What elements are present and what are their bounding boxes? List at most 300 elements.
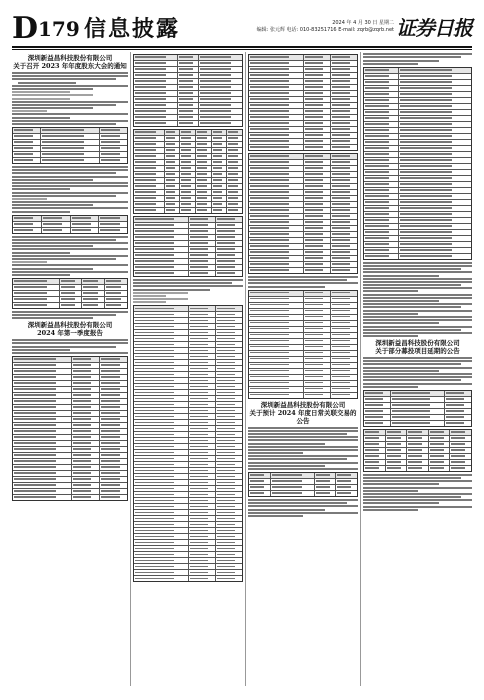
table-cell: [364, 415, 390, 420]
table-cell: [70, 222, 99, 227]
table-cell: [99, 471, 127, 476]
table-cell: [330, 172, 357, 177]
table-cell: [330, 73, 357, 78]
notice-header: [12, 54, 128, 70]
table-cell: [134, 247, 188, 252]
text-line: [133, 289, 210, 291]
table-row: [249, 213, 357, 219]
text-line: [12, 176, 128, 178]
table-cell: [134, 438, 188, 443]
table-row: [134, 114, 242, 120]
table-row: [364, 103, 471, 109]
table-cell: [398, 80, 471, 85]
text-line: [363, 322, 439, 324]
table-cell: [188, 474, 215, 479]
table-cell: [179, 154, 195, 159]
table-cell: [249, 196, 303, 201]
table-cell: [188, 390, 215, 395]
table-cell: [364, 442, 385, 447]
table-cell: [428, 454, 450, 459]
table-cell: [398, 116, 471, 121]
table-cell: [215, 456, 242, 461]
table-cell: [211, 190, 227, 195]
table-cell: [398, 122, 471, 127]
text-line: [12, 188, 70, 190]
text-line: [12, 242, 128, 244]
table-cell: [364, 224, 398, 229]
table-cell: [134, 271, 188, 276]
table-cell: [398, 134, 471, 139]
table-cell: [398, 68, 471, 73]
table-cell: [188, 318, 215, 323]
notice-body: [248, 499, 358, 517]
table-cell: [385, 436, 407, 441]
text-line: [363, 383, 472, 385]
table-row: [249, 243, 357, 249]
table-cell: [134, 109, 177, 114]
table-cell: [330, 345, 357, 350]
table-cell: [13, 140, 40, 145]
table-row: [249, 392, 357, 398]
notice-header: [363, 339, 472, 355]
table-cell: [330, 79, 357, 84]
table-cell: [188, 414, 215, 419]
table-row: [134, 264, 242, 270]
table-row: [134, 533, 242, 539]
table-cell: [249, 309, 303, 314]
table-cell: [303, 91, 330, 96]
table-cell: [188, 576, 215, 581]
table-cell: [71, 465, 99, 470]
table-row: [134, 329, 242, 335]
table-cell: [134, 348, 188, 353]
table-cell: [13, 495, 71, 500]
notice-company: 深圳新益昌科技股份有限公司: [27, 321, 113, 330]
table-cell: [211, 184, 227, 189]
text-line: [363, 290, 418, 292]
table-cell: [41, 222, 70, 227]
text-line: [248, 430, 358, 432]
table-cell: [215, 414, 242, 419]
table-row: [364, 157, 471, 163]
table-cell: [13, 228, 41, 233]
table-cell: [249, 345, 303, 350]
text-line: [363, 379, 461, 381]
text-line: [248, 462, 358, 464]
table-cell: [330, 184, 357, 189]
table-cell: [188, 480, 215, 485]
masthead-rule-thin: [12, 49, 472, 50]
text-line: [363, 386, 418, 388]
table-cell: [398, 74, 471, 79]
table-cell: [249, 109, 303, 114]
table-cell: [198, 55, 242, 60]
table-cell: [444, 421, 471, 426]
table-cell: [134, 330, 188, 335]
table-cell: [215, 420, 242, 425]
table-row: [249, 195, 357, 201]
table-cell: [134, 420, 188, 425]
table-cell: [364, 206, 398, 211]
table-cell: [188, 564, 215, 569]
table-row: [13, 290, 127, 296]
text-line: [363, 310, 472, 312]
table-cell: [179, 166, 195, 171]
table-cell: [13, 459, 71, 464]
table-row: [13, 488, 127, 494]
table-cell: [164, 142, 180, 147]
table-cell: [330, 85, 357, 90]
table-cell: [188, 336, 215, 341]
table-cell: [249, 369, 303, 374]
table-cell: [249, 226, 303, 231]
table-row: [13, 380, 127, 386]
table-cell: [249, 133, 303, 138]
text-line: [248, 499, 358, 501]
table-row: [134, 401, 242, 407]
table-cell: [330, 160, 357, 165]
text-line: [363, 278, 472, 280]
table-cell: [303, 55, 330, 60]
table-cell: [99, 152, 127, 157]
column-2: [133, 52, 243, 686]
text-line: [363, 60, 439, 62]
table-cell: [330, 61, 357, 66]
table-row: [134, 371, 242, 377]
table-cell: [134, 265, 188, 270]
table-cell: [70, 216, 99, 221]
table-row: [249, 114, 357, 120]
table-row: [134, 270, 242, 276]
table-row: [134, 557, 242, 563]
table-cell: [99, 363, 127, 368]
table-cell: [195, 160, 211, 165]
text-line: [363, 360, 472, 362]
table-row: [364, 420, 471, 426]
table-cell: [164, 148, 180, 153]
table-row: [134, 90, 242, 96]
table-cell: [177, 79, 199, 84]
text-line: [363, 268, 461, 270]
table-cell: [330, 220, 357, 225]
table-row: [13, 410, 127, 416]
table-cell: [303, 139, 330, 144]
table-cell: [59, 297, 82, 302]
table-cell: [40, 134, 99, 139]
table-cell: [303, 339, 330, 344]
table-cell: [177, 97, 199, 102]
notice-body: [363, 474, 472, 511]
table-cell: [390, 397, 445, 402]
table-cell: [188, 498, 215, 503]
table-cell: [99, 495, 127, 500]
table-cell: [330, 139, 357, 144]
table-cell: [134, 85, 177, 90]
column-divider: [245, 52, 246, 686]
data-table: [12, 356, 128, 501]
table-row: [13, 357, 127, 362]
table-cell: [364, 128, 398, 133]
data-table: [248, 290, 358, 399]
table-cell: [303, 369, 330, 374]
table-cell: [398, 206, 471, 211]
text-line: [363, 306, 461, 308]
text-line: [363, 502, 439, 504]
table-row: [249, 189, 357, 195]
table-cell: [249, 91, 303, 96]
table-cell: [188, 247, 215, 252]
table-cell: [330, 369, 357, 374]
table-cell: [198, 79, 242, 84]
table-cell: [195, 136, 211, 141]
table-cell: [13, 441, 71, 446]
table-cell: [303, 202, 330, 207]
table-cell: [226, 154, 242, 159]
text-line: [363, 499, 472, 501]
text-line: [363, 313, 418, 315]
table-row: [364, 414, 471, 420]
table-row: [134, 383, 242, 389]
text-line: [363, 357, 472, 359]
table-cell: [303, 97, 330, 102]
table-cell: [40, 158, 99, 163]
table-row: [134, 306, 242, 311]
table-cell: [99, 387, 127, 392]
table-cell: [364, 194, 398, 199]
table-row: [364, 430, 471, 435]
notice-title: 关于召开 2023 年年度股东大会的通知: [13, 62, 127, 70]
table-cell: [428, 448, 450, 453]
table-cell: [195, 130, 211, 135]
table-cell: [215, 253, 242, 258]
table-cell: [71, 417, 99, 422]
table-cell: [364, 86, 398, 91]
table-cell: [330, 268, 357, 273]
table-row: [249, 350, 357, 356]
table-cell: [303, 321, 330, 326]
table-row: [13, 476, 127, 482]
table-row: [13, 416, 127, 422]
notice-body: [363, 53, 472, 65]
table-cell: [179, 172, 195, 177]
text-line: [248, 446, 358, 448]
table-cell: [188, 432, 215, 437]
table-row: [249, 102, 357, 108]
table-cell: [249, 166, 303, 171]
text-line: [12, 201, 128, 203]
table-cell: [195, 166, 211, 171]
table-cell: [188, 378, 215, 383]
table-cell: [179, 136, 195, 141]
table-cell: [13, 152, 40, 157]
table-cell: [134, 223, 188, 228]
table-cell: [303, 133, 330, 138]
table-cell: [303, 393, 330, 398]
notice-body: [12, 166, 128, 213]
table-cell: [303, 121, 330, 126]
table-cell: [385, 430, 407, 435]
text-line: [248, 465, 325, 467]
table-cell: [303, 85, 330, 90]
table-cell: [364, 110, 398, 115]
table-row: [249, 356, 357, 362]
table-cell: [134, 402, 188, 407]
table-cell: [164, 196, 180, 201]
table-cell: [71, 447, 99, 452]
text-line: [248, 286, 325, 288]
table-cell: [330, 351, 357, 356]
text-line: [248, 436, 358, 438]
text-line: [248, 458, 347, 460]
table-cell: [449, 430, 471, 435]
table-row: [134, 217, 242, 222]
table-cell: [390, 421, 445, 426]
table-cell: [134, 55, 177, 60]
table-row: [249, 55, 357, 60]
table-cell: [71, 429, 99, 434]
table-row: [249, 484, 357, 490]
table-cell: [13, 279, 59, 284]
table-cell: [330, 232, 357, 237]
text-line: [363, 281, 472, 283]
table-cell: [134, 450, 188, 455]
table-cell: [249, 363, 303, 368]
table-cell: [13, 417, 71, 422]
table-cell: [134, 202, 164, 207]
table-cell: [198, 97, 242, 102]
table-row: [134, 509, 242, 515]
table-cell: [364, 218, 398, 223]
text-line: [248, 512, 358, 514]
table-cell: [215, 271, 242, 276]
table-cell: [364, 74, 398, 79]
table-row: [13, 374, 127, 380]
table-cell: [188, 259, 215, 264]
table-cell: [13, 146, 40, 151]
table-cell: [303, 103, 330, 108]
table-row: [134, 323, 242, 329]
table-row: [13, 157, 127, 163]
table-cell: [449, 466, 471, 471]
table-row: [13, 227, 127, 233]
table-cell: [215, 438, 242, 443]
table-cell: [449, 454, 471, 459]
issue-date: 2024 年 4 月 30 日 星期二: [332, 20, 394, 26]
table-row: [134, 359, 242, 365]
table-cell: [134, 61, 177, 66]
table-cell: [249, 85, 303, 90]
table-cell: [444, 409, 471, 414]
table-cell: [134, 196, 164, 201]
newspaper-logo: 证券日报: [396, 16, 472, 40]
table-cell: [428, 436, 450, 441]
table-cell: [398, 254, 471, 259]
table-row: [134, 437, 242, 443]
column-1: [12, 52, 128, 686]
table-cell: [303, 303, 330, 308]
table-row: [249, 237, 357, 243]
table-cell: [428, 466, 450, 471]
table-cell: [195, 172, 211, 177]
table-cell: [188, 223, 215, 228]
text-line: [363, 480, 472, 482]
text-line: [248, 427, 358, 429]
table-cell: [164, 178, 180, 183]
table-row: [134, 569, 242, 575]
notice-body: [12, 311, 128, 319]
table-cell: [179, 148, 195, 153]
table-row: [364, 175, 471, 181]
table-cell: [270, 479, 314, 484]
text-line: [363, 326, 472, 328]
table-cell: [303, 351, 330, 356]
table-cell: [71, 441, 99, 446]
table-cell: [215, 372, 242, 377]
text-line: [363, 53, 472, 55]
table-cell: [249, 387, 303, 392]
table-cell: [335, 473, 357, 478]
table-row: [249, 291, 357, 296]
table-row: [13, 440, 127, 446]
table-cell: [364, 448, 385, 453]
table-cell: [188, 522, 215, 527]
table-cell: [211, 196, 227, 201]
notice-company: 深圳新益昌科技股份有限公司: [27, 54, 113, 62]
table-cell: [134, 546, 188, 551]
table-cell: [134, 570, 188, 575]
table-cell: [134, 516, 188, 521]
text-line: [12, 110, 47, 112]
table-cell: [398, 230, 471, 235]
table-row: [364, 169, 471, 175]
table-cell: [99, 459, 127, 464]
column-divider: [360, 52, 361, 686]
table-cell: [215, 408, 242, 413]
notice-company: 深圳新益昌科技股份有限公司: [260, 400, 346, 409]
table-cell: [81, 303, 104, 308]
table-row: [134, 228, 242, 234]
text-line: [363, 506, 472, 508]
table-cell: [134, 148, 164, 153]
table-cell: [270, 485, 314, 490]
table-cell: [211, 172, 227, 177]
table-cell: [215, 354, 242, 359]
table-cell: [428, 460, 450, 465]
table-cell: [71, 405, 99, 410]
table-cell: [226, 184, 242, 189]
table-row: [249, 154, 357, 159]
table-cell: [99, 417, 127, 422]
table-cell: [303, 226, 330, 231]
table-cell: [188, 510, 215, 515]
table-cell: [449, 448, 471, 453]
table-cell: [390, 403, 445, 408]
table-row: [134, 201, 242, 207]
table-cell: [134, 184, 164, 189]
table-cell: [303, 256, 330, 261]
table-cell: [330, 67, 357, 72]
table-cell: [134, 103, 177, 108]
table-cell: [99, 134, 127, 139]
text-line: [363, 316, 472, 318]
table-row: [134, 147, 242, 153]
table-cell: [179, 190, 195, 195]
table-cell: [330, 178, 357, 183]
table-cell: [215, 462, 242, 467]
table-cell: [71, 453, 99, 458]
table-row: [364, 199, 471, 205]
table-cell: [134, 217, 188, 222]
